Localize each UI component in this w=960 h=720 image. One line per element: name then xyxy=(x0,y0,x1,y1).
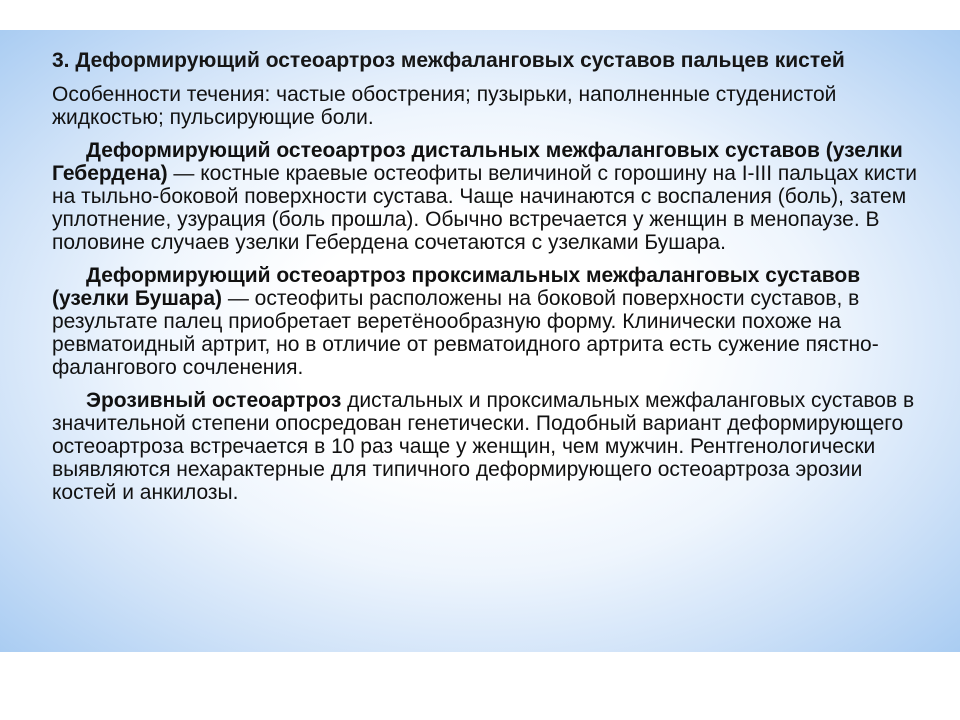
bouchard-text: — остеофиты расположены на боковой поверхности суставов, в результате палец приобретает веретёнообразную форму. Клинически похоже на ревматоидный артрит, но в отличие от ревматоидного артрита есть сужение пястно-фалангового сочленения. xyxy=(52,287,879,379)
bouchard-heading: Деформирующий остеоартроз проксимальных межфаланговых суставов (узелки Бушара) xyxy=(52,264,861,310)
slide-content xyxy=(52,50,932,504)
bouchard-paragraph xyxy=(52,264,932,379)
erosive-heading: Эрозивный остеоартроз xyxy=(86,389,342,412)
slide-background xyxy=(0,30,960,652)
erosive-paragraph xyxy=(52,389,932,504)
erosive-text: дистальных и проксимальных межфаланговых суставов в значительной степени опосредован генетически. Подобный вариант деформирующего остеоартроза встречается в 10 раз чаще у женщин, чем мужчин. Рентгенологически выявляются нехарактерные для типичного деформирующего остеоартроза эрозии костей и анкилозы. xyxy=(52,389,915,504)
slide-title: 3. Деформирующий остеоартроз межфаланговых суставов пальцев кистей xyxy=(52,49,845,72)
heberden-paragraph xyxy=(52,139,932,254)
heberden-text: — костные краевые остеофиты величиной с горошину на I-III пальцах кисти на тыльно-боковой поверхности сустава. Чаще начинаются с воспаления (боль), затем уплотнение, узурация (боль прошла). Обычно встречается у женщин в менопаузе. В половине случаев узелки Гебердена сочетаются с узелками Бушара. xyxy=(52,162,917,254)
intro-paragraph: Особенности течения: частые обострения; пузырьки, наполненные студенистой жидкостью; пульсирующие боли. xyxy=(52,83,837,129)
heberden-heading: Деформирующий остеоартроз дистальных межфаланговых суставов (узелки Гебердена) xyxy=(52,139,903,185)
